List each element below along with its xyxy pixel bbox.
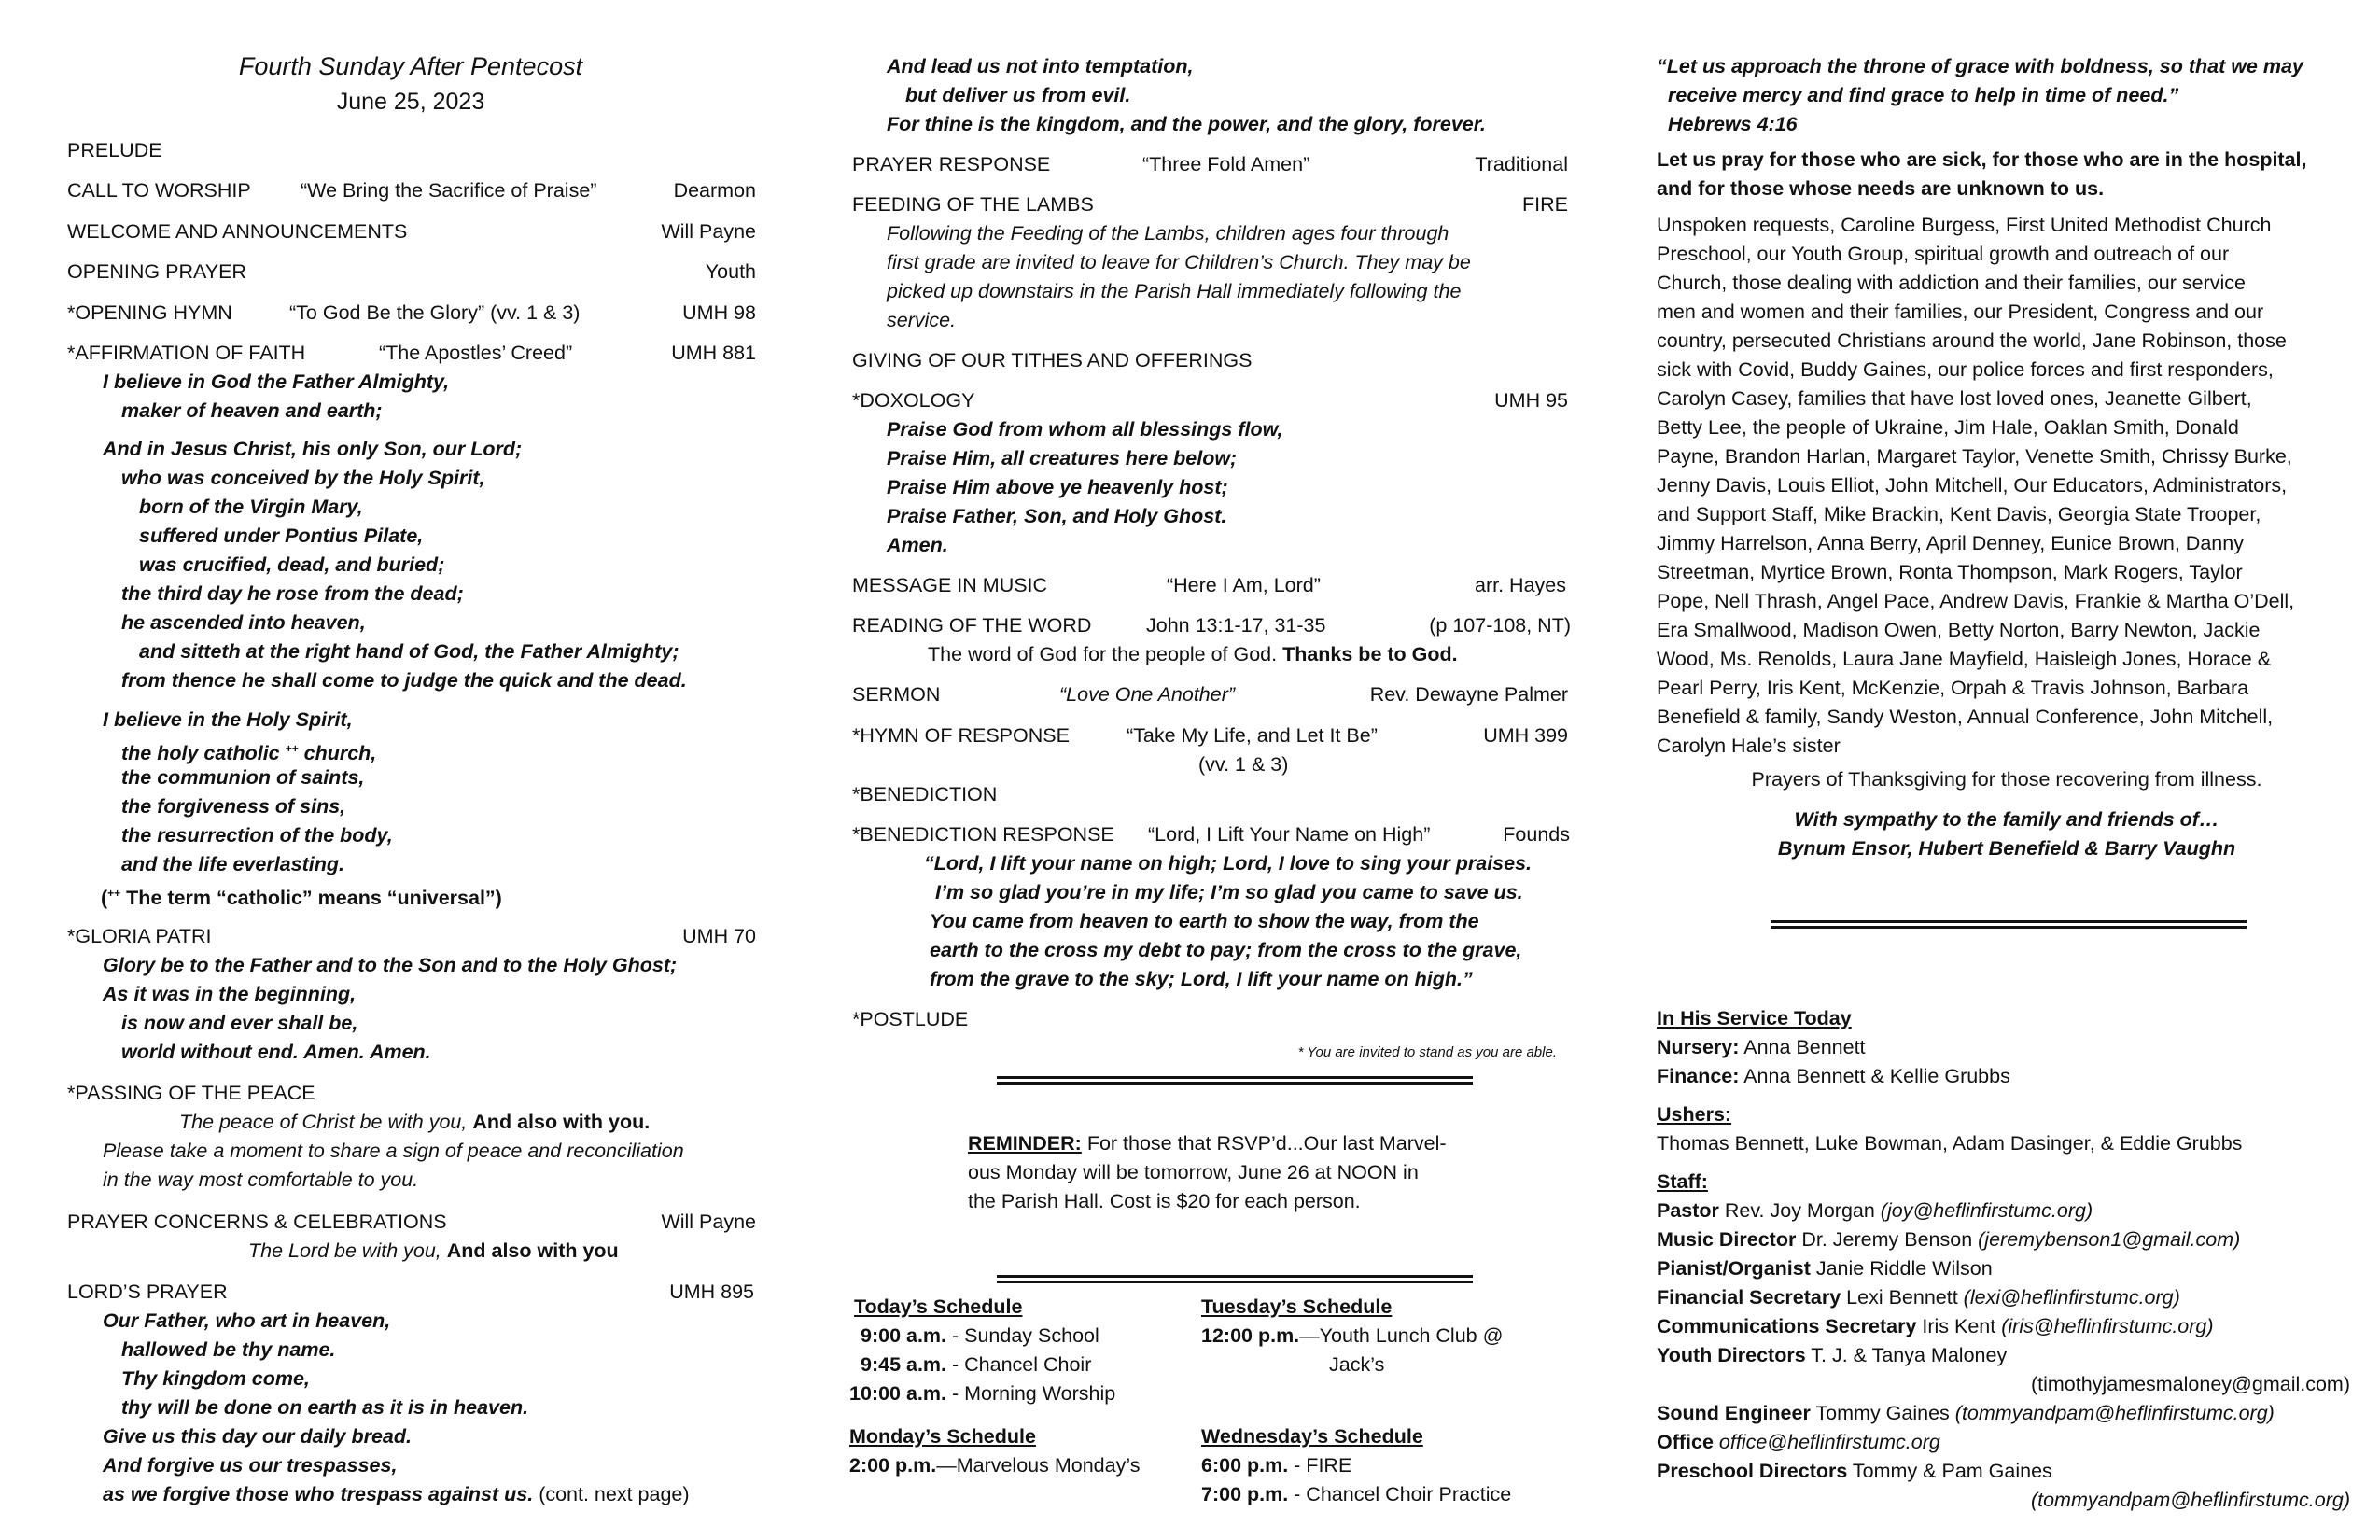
lambs-text-line: picked up downstairs in the Parish Hall immediately following the [887, 280, 1462, 302]
verse-line: “Let us approach the throne of grace with boldness, so that we may [1657, 55, 2303, 77]
opening-hymn-number: UMH 98 [682, 301, 756, 324]
divider [997, 1076, 1473, 1085]
lambs-text-line: service. [887, 309, 957, 331]
lords-line: hallowed be thy name. [121, 1338, 336, 1361]
peace-line: in the way most comfortable to you. [103, 1169, 419, 1191]
schedule-item: 7:00 p.m. - Chancel Choir Practice [1201, 1483, 1512, 1505]
reminder-line: REMINDER: For those that RSVP’d...Our last Marvel- [968, 1132, 1447, 1155]
cont-note: (cont. next page) [539, 1483, 690, 1505]
response-source: Traditional [1475, 153, 1568, 175]
staff-row: Communications Secretary Iris Kent (iris@heflinfirstumc.org) [1657, 1315, 2214, 1337]
catholic-note: (++ The term “catholic” means “universal”) [101, 887, 502, 910]
hymn-verses: (vv. 1 & 3) [1198, 753, 1289, 776]
creed-line: the communion of saints, [121, 766, 365, 789]
call-leader: Dearmon [673, 179, 756, 202]
prayer-list-line: sick with Covid, Buddy Gaines, our police forces and first responders, [1657, 358, 2274, 381]
gloria-number: UMH 70 [682, 925, 756, 947]
gloria-line: Glory be to the Father and to the Son and to the Holy Ghost; [103, 954, 678, 976]
prayer-list-line: Jimmy Harrelson, Anna Berry, April Denney, Eunice Brown, Danny [1657, 532, 2244, 554]
schedule-item: 6:00 p.m. - FIRE [1201, 1454, 1352, 1477]
ben-response-composer: Founds [1503, 823, 1570, 846]
peace-label: *PASSING OF THE PEACE [67, 1082, 315, 1104]
divider [1771, 920, 2247, 929]
tuesday-schedule-heading: Tuesday’s Schedule [1201, 1295, 1393, 1318]
doxology-number: UMH 95 [1494, 389, 1568, 412]
lords-line: Give us this day our daily bread. [103, 1425, 412, 1448]
lambs-leader: FIRE [1522, 193, 1568, 216]
schedule-item: 9:00 a.m. - Sunday School [861, 1324, 1099, 1347]
affirmation-number: UMH 881 [671, 342, 756, 364]
staff-row: Pianist/Organist Janie Riddle Wilson [1657, 1257, 1993, 1280]
prayer-list-line: and Support Staff, Mike Brackin, Kent Davis, Georgia State Trooper, [1657, 503, 2261, 525]
service-heading: In His Service Today [1657, 1007, 1852, 1029]
postlude-label: *POSTLUDE [852, 1008, 969, 1030]
doxology-line: Praise Him, all creatures here below; [887, 447, 1238, 469]
finance-line: Finance: Anna Bennett & Kellie Grubbs [1657, 1065, 2010, 1087]
ben-response-line: “Lord, I lift your name on high; Lord, I love to sing your praises. [924, 852, 1533, 875]
ben-response-line: from the grave to the sky; Lord, I lift your name on high.” [930, 968, 1473, 990]
reading-page: (p 107-108, NT) [1429, 614, 1571, 637]
concerns-label: PRAYER CONCERNS & CELEBRATIONS [67, 1211, 447, 1233]
staff-row: Preschool Directors Tommy & Pam Gaines [1657, 1460, 2052, 1482]
doxology-line: Amen. [887, 534, 948, 556]
lords-cont-line: For thine is the kingdom, and the power, and the glory, forever. [887, 113, 1486, 135]
creed-line: born of the Virgin Mary, [139, 496, 363, 518]
doxology-line: Praise Father, Son, and Holy Ghost. [887, 505, 1227, 527]
prayer-list-line: Pope, Nell Thrash, Angel Pace, Andrew Davis, Frankie & Martha O’Dell, [1657, 590, 2295, 612]
ushers-list: Thomas Bennett, Luke Bowman, Adam Dasinger, & Eddie Grubbs [1657, 1132, 2243, 1155]
reading-response: The word of God for the people of God. Thanks be to God. [928, 643, 1458, 665]
prelude-label: PRELUDE [67, 139, 162, 161]
hymn-label: *HYMN OF RESPONSE [852, 724, 1070, 747]
schedule-item: 12:00 p.m.—Youth Lunch Club @ [1201, 1324, 1504, 1347]
staff-row: Financial Secretary Lexi Bennett (lexi@heflinfirstumc.org) [1657, 1286, 2180, 1309]
prayer-heading-line: and for those whose needs are unknown to us. [1657, 177, 2105, 200]
lords-line: Thy kingdom come, [121, 1367, 310, 1390]
sermon-preacher: Rev. Dewayne Palmer [1369, 683, 1568, 706]
call-label: CALL TO WORSHIP [67, 179, 251, 202]
gloria-line: As it was in the beginning, [103, 983, 357, 1005]
lords-line: as we forgive those who trespass against us. (cont. next page) [103, 1483, 690, 1505]
lords-prayer-label: LORD’S PRAYER [67, 1281, 228, 1303]
hymn-title: “Take My Life, and Let It Be” [1127, 724, 1378, 747]
reminder-line: the Parish Hall. Cost is $20 for each person. [968, 1190, 1361, 1212]
verse-line: receive mercy and find grace to help in time of need.” [1668, 84, 2179, 106]
prayer-list-line: Betty Lee, the people of Ukraine, Jim Hale, Oaklan Smith, Donald [1657, 416, 2239, 439]
response-label: PRAYER RESPONSE [852, 153, 1051, 175]
sympathy-names: Bynum Ensor, Hubert Benefield & Barry Vaughn [1777, 837, 2236, 860]
stand-note: * You are invited to stand as you are able. [1297, 1044, 1557, 1060]
prayer-list-line: Payne, Brandon Harlan, Margaret Taylor, Venette Smith, Chrissy Burke, [1657, 445, 2292, 468]
welcome-leader: Will Payne [661, 220, 756, 243]
hymn-number: UMH 399 [1483, 724, 1568, 747]
creed-line: the forgiveness of sins, [121, 795, 346, 818]
creed-line: And in Jesus Christ, his only Son, our Lord; [103, 438, 523, 460]
opening-hymn-label: *OPENING HYMN [67, 301, 232, 324]
staff-heading: Staff: [1657, 1170, 1708, 1193]
staff-row: Office office@heflinfirstumc.org [1657, 1431, 1940, 1453]
lords-cont-line: but deliver us from evil. [905, 84, 1131, 106]
verse-reference: Hebrews 4:16 [1668, 113, 1798, 135]
ben-response-title: “Lord, I Lift Your Name on High” [1148, 823, 1431, 846]
reading-title: John 13:1-17, 31-35 [1146, 614, 1326, 637]
creed-line: he ascended into heaven, [121, 611, 366, 634]
prayer-list-line: Era Smallwood, Madison Owen, Betty Norton, Barry Newton, Jackie [1657, 619, 2261, 641]
affirmation-title: “The Apostles’ Creed” [379, 342, 573, 364]
prayer-list-line: Unspoken requests, Caroline Burgess, First United Methodist Church [1657, 214, 2272, 236]
prayer-list-line: Pearl Perry, Iris Kent, McKenzie, Orpah & Travis Johnson, Barbara [1657, 677, 2249, 699]
reminder-line: ous Monday will be tomorrow, June 26 at NOON in [968, 1161, 1419, 1183]
creed-line: I believe in God the Father Almighty, [103, 371, 450, 393]
creed-line: the holy catholic ++ church, [121, 742, 377, 765]
reading-label: READING OF THE WORD [852, 614, 1092, 637]
lords-prayer-number: UMH 895 [669, 1281, 754, 1303]
music-title: “Here I Am, Lord” [1167, 574, 1321, 596]
music-arranger: arr. Hayes [1475, 574, 1566, 596]
opening-hymn-title: “To God Be the Glory” (vv. 1 & 3) [289, 301, 581, 324]
welcome-label: WELCOME AND ANNOUNCEMENTS [67, 220, 408, 243]
thanksgiving-line: Prayers of Thanksgiving for those recovering from illness. [1751, 768, 2262, 791]
sermon-label: SERMON [852, 683, 941, 706]
lords-line: thy will be done on earth as it is in heaven. [121, 1396, 529, 1419]
lords-line: Our Father, who art in heaven, [103, 1309, 391, 1332]
page-date: June 25, 2023 [336, 89, 485, 115]
creed-line: was crucified, dead, and buried; [139, 553, 445, 576]
schedule-item: 9:45 a.m. - Chancel Choir [861, 1353, 1092, 1376]
creed-line: who was conceived by the Holy Spirit, [121, 467, 485, 489]
creed-line: maker of heaven and earth; [121, 399, 383, 422]
creed-line: the third day he rose from the dead; [121, 582, 464, 605]
doxology-line: Praise Him above ye heavenly host; [887, 476, 1228, 498]
lords-cont-line: And lead us not into temptation, [887, 55, 1194, 77]
prayer-list-line: country, persecuted Christians around the world, Jane Robinson, those [1657, 329, 2287, 352]
lambs-text-line: first grade are invited to leave for Children’s Church. They may be [887, 251, 1471, 273]
call-title: “We Bring the Sacrifice of Praise” [301, 179, 597, 202]
sermon-title: “Love One Another” [1059, 683, 1236, 706]
ben-response-line: You came from heaven to earth to show the way, from the [930, 910, 1479, 932]
today-schedule-heading: Today’s Schedule [854, 1295, 1023, 1318]
creed-line: and sitteth at the right hand of God, the Father Almighty; [139, 640, 679, 663]
reminder-label: REMINDER: [968, 1132, 1082, 1155]
ushers-heading: Ushers: [1657, 1103, 1732, 1126]
tithes-label: GIVING OF OUR TITHES AND OFFERINGS [852, 349, 1253, 371]
staff-row: Youth Directors T. J. & Tanya Maloney [1657, 1344, 2008, 1366]
creed-line: suffered under Pontius Pilate, [139, 525, 424, 547]
prayer-list-line: Streetman, Myrtice Brown, Ronta Thompson, Mark Rogers, Taylor [1657, 561, 2243, 583]
prayer-list-line: Carolyn Casey, families that have lost loved ones, Jeanette Gilbert, [1657, 387, 2252, 410]
opening-prayer-leader: Youth [705, 260, 756, 283]
staff-row: Music Director Dr. Jeremy Benson (jeremybenson1@gmail.com) [1657, 1228, 2241, 1251]
lambs-text-line: Following the Feeding of the Lambs, children ages four through [887, 222, 1449, 245]
prayer-list-line: Church, those dealing with addiction and their families, our service [1657, 272, 2246, 294]
concerns-leader: Will Payne [661, 1211, 756, 1233]
prayer-list-line: Carolyn Hale’s sister [1657, 735, 1841, 757]
affirmation-label: *AFFIRMATION OF FAITH [67, 342, 306, 364]
staff-row: Pastor Rev. Joy Morgan (joy@heflinfirstumc.org) [1657, 1199, 2093, 1222]
gloria-label: *GLORIA PATRI [67, 925, 212, 947]
prayer-list-line: men and women and their families, our President, Congress and our [1657, 301, 2264, 323]
creed-line: the resurrection of the body, [121, 824, 393, 847]
nursery-line: Nursery: Anna Bennett [1657, 1036, 1866, 1058]
schedule-item: 10:00 a.m. - Morning Worship [849, 1382, 1116, 1405]
ben-response-line: earth to the cross my debt to pay; from the cross to the grave, [930, 939, 1522, 961]
catholic-mark: ++ [285, 742, 299, 755]
lambs-label: FEEDING OF THE LAMBS [852, 193, 1094, 216]
creed-line: from thence he shall come to judge the quick and the dead. [121, 669, 687, 692]
gloria-line: is now and ever shall be, [121, 1012, 358, 1034]
schedule-item: 2:00 p.m.—Marvelous Monday’s [849, 1454, 1141, 1477]
music-label: MESSAGE IN MUSIC [852, 574, 1048, 596]
doxology-label: *DOXOLOGY [852, 389, 975, 412]
staff-row: Sound Engineer Tommy Gaines (tommyandpam@heflinfirstumc.org) [1657, 1402, 2275, 1424]
ben-response-label: *BENEDICTION RESPONSE [852, 823, 1114, 846]
prayer-list-line: Wood, Ms. Renolds, Laura Jane Mayfield, Haisleigh Jones, Horace & [1657, 648, 2272, 670]
doxology-line: Praise God from whom all blessings flow, [887, 418, 1283, 441]
creed-line: I believe in the Holy Spirit, [103, 708, 353, 731]
lords-line: And forgive us our trespasses, [103, 1454, 398, 1477]
sympathy-line: With sympathy to the family and friends of… [1794, 808, 2219, 831]
monday-schedule-heading: Monday’s Schedule [849, 1425, 1036, 1448]
divider [997, 1275, 1473, 1283]
youth-email: (timothyjamesmaloney@gmail.com) [2030, 1373, 2350, 1395]
wednesday-schedule-heading: Wednesday’s Schedule [1201, 1425, 1423, 1448]
peace-line: Please take a moment to share a sign of peace and reconciliation [103, 1140, 684, 1162]
schedule-item-cont: Jack’s [1329, 1353, 1385, 1376]
creed-line: and the life everlasting. [121, 853, 344, 875]
gloria-line: world without end. Amen. Amen. [121, 1041, 431, 1063]
ben-response-line: I’m so glad you’re in my life; I’m so glad you came to save us. [935, 881, 1523, 903]
prayer-list-line: Jenny Davis, Louis Elliot, John Mitchell, Our Educators, Administrators, [1657, 474, 2288, 497]
concerns-line: The Lord be with you, And also with you [248, 1239, 619, 1262]
prayer-list-line: Preschool, our Youth Group, spiritual growth and outreach of our [1657, 243, 2230, 265]
preschool-email: (tommyandpam@heflinfirstumc.org) [2030, 1489, 2350, 1511]
opening-prayer-label: OPENING PRAYER [67, 260, 246, 283]
prayer-list-line: Benefield & family, Sandy Weston, Annual Conference, John Mitchell, [1657, 706, 2274, 728]
page-title: Fourth Sunday After Pentecost [238, 52, 583, 80]
benediction-label: *BENEDICTION [852, 783, 998, 805]
prayer-heading-line: Let us pray for those who are sick, for those who are in the hospital, [1657, 148, 2307, 171]
peace-line: The peace of Christ be with you, And also with you. [179, 1111, 651, 1133]
response-title: “Three Fold Amen” [1142, 153, 1310, 175]
